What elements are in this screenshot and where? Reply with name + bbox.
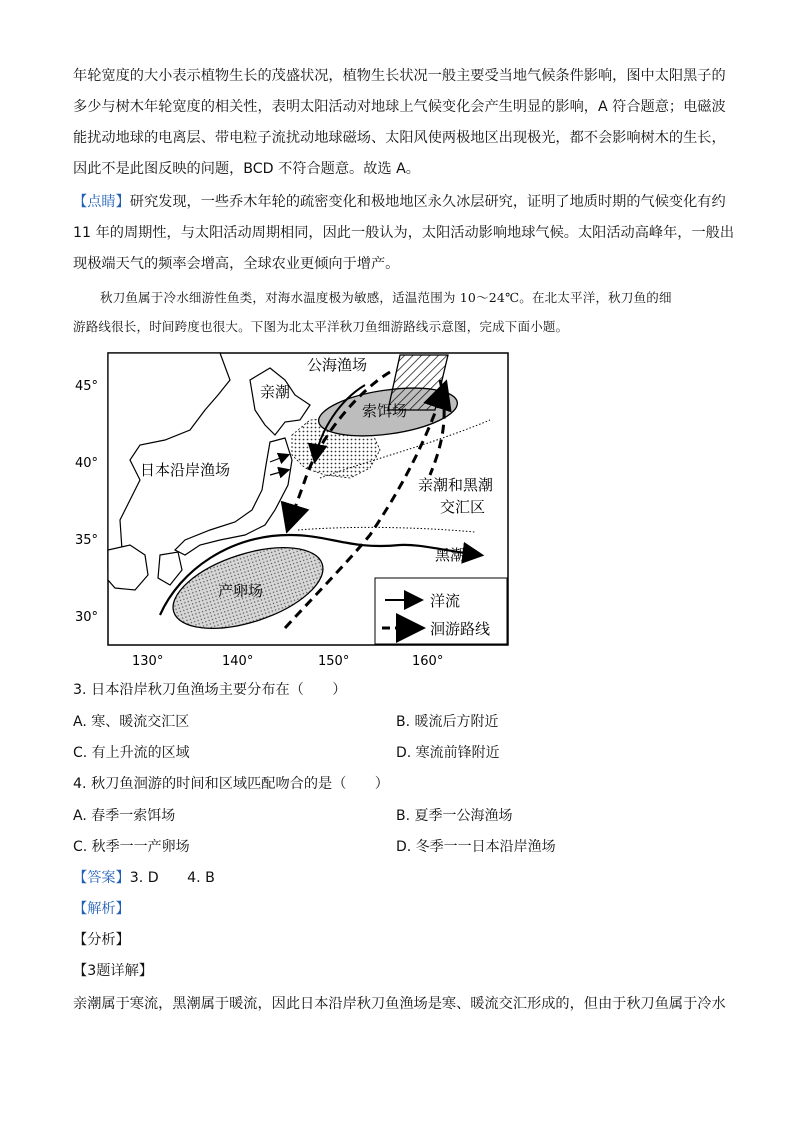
lon-label: 160° — [412, 654, 444, 669]
question-4-stem: 4. 秋刀鱼洄游的时间和区域匹配吻合的是（ ） — [73, 776, 389, 792]
answer-line — [73, 868, 723, 889]
label-japan-coastal-fishing: 日本沿岸渔场 — [140, 461, 231, 479]
label-high-seas-fishing: 公海渔场 — [307, 356, 368, 374]
q3-option-b: B. 暖流后方附近 — [396, 714, 499, 730]
label-confluence-1: 亲潮和黑潮 — [418, 476, 494, 494]
fenxi-tag: 【分析】 — [73, 932, 130, 948]
q4-option-c: C. 秋季一一产卵场 — [73, 839, 190, 855]
q4-option-a: A. 春季一索饵场 — [73, 808, 176, 824]
lat-label: 30° — [75, 610, 99, 625]
lat-label: 40° — [75, 456, 99, 471]
lon-label: 150° — [318, 654, 350, 669]
saury-migration-map — [70, 350, 510, 670]
label-kuroshio: 黑潮 — [435, 546, 466, 564]
label-feeding-ground: 索饵场 — [362, 402, 408, 420]
detail-text: 亲潮属于寒流，黑潮属于暖流，因此日本沿岸秋刀鱼渔场是寒、暖流交汇形成的，但由于秋刀鱼属于冷水 — [73, 996, 726, 1012]
legend-current-label: 洋流 — [430, 592, 461, 610]
material-line: 游路线很长，时间跨度也很大。下图为北太平洋秋刀鱼细游路线示意图，完成下面小题。 — [73, 319, 569, 334]
detail-tag: 【3题详解】 — [73, 963, 153, 979]
lon-label: 130° — [132, 654, 164, 669]
label-spawning-ground: 产卵场 — [218, 582, 264, 600]
lat-label: 35° — [75, 533, 99, 548]
lon-label: 140° — [222, 654, 254, 669]
q3-option-d: D. 寒流前锋附近 — [396, 745, 500, 761]
label-oyashio: 亲潮 — [260, 383, 291, 401]
lat-label: 45° — [75, 379, 99, 394]
paragraph-line: 年轮宽度的大小表示植物生长的茂盛状况，植物生长状况一般主要受当地气候条件影响，图中太阳黑子的 — [73, 68, 726, 84]
paragraph-line: 因此不是此图反映的问题，BCD 不符合题意。故选 A。 — [73, 161, 420, 177]
dianjing-paragraph — [73, 192, 726, 213]
answer-tag: 【答案】 — [73, 870, 130, 886]
answer-text: 3. D 4. B — [129, 870, 215, 886]
q3-option-c: C. 有上升流的区域 — [73, 745, 190, 761]
q4-option-b: B. 夏季一公海渔场 — [396, 808, 513, 824]
q3-option-a: A. 寒、暖流交汇区 — [73, 714, 190, 730]
dianjing-line: 11 年的周期性，与太阳活动周期相同，因此一般认为，太阳活动影响地球气候。太阳活动高峰年，一般出 — [73, 225, 735, 241]
q4-option-d: D. 冬季一一日本沿岸渔场 — [396, 839, 556, 855]
dianjing-line: 现极端天气的频率会增高，全球农业更倾向于增产。 — [73, 256, 400, 272]
label-confluence-2: 交汇区 — [440, 498, 486, 516]
dianjing-text: 研究发现，一些乔木年轮的疏密变化和极地地区永久冰层研究，证明了地质时期的气候变化有约 — [129, 194, 726, 210]
material-line: 秋刀鱼属于冷水细游性鱼类，对海水温度极为敏感，适温范围为 10～24℃。在北太平洋，秋刀鱼的细 — [100, 290, 672, 305]
paragraph-line: 能扰动地球的电离层、带电粒子流扰动地球磁场、太阳风使两极地区出现极光，都不会影响树木的生长， — [73, 130, 726, 146]
paragraph-line: 多少与树木年轮宽度的相关性，表明太阳活动对地球上气候变化会产生明显的影响，A 符合题意；电磁波 — [73, 99, 726, 115]
question-3-stem: 3. 日本沿岸秋刀鱼渔场主要分布在（ ） — [73, 682, 347, 698]
analysis-tag: 【解析】 — [73, 901, 130, 917]
legend-route-label: 洄游路线 — [430, 620, 491, 638]
dianjing-tag: 【点睛】 — [73, 194, 130, 210]
